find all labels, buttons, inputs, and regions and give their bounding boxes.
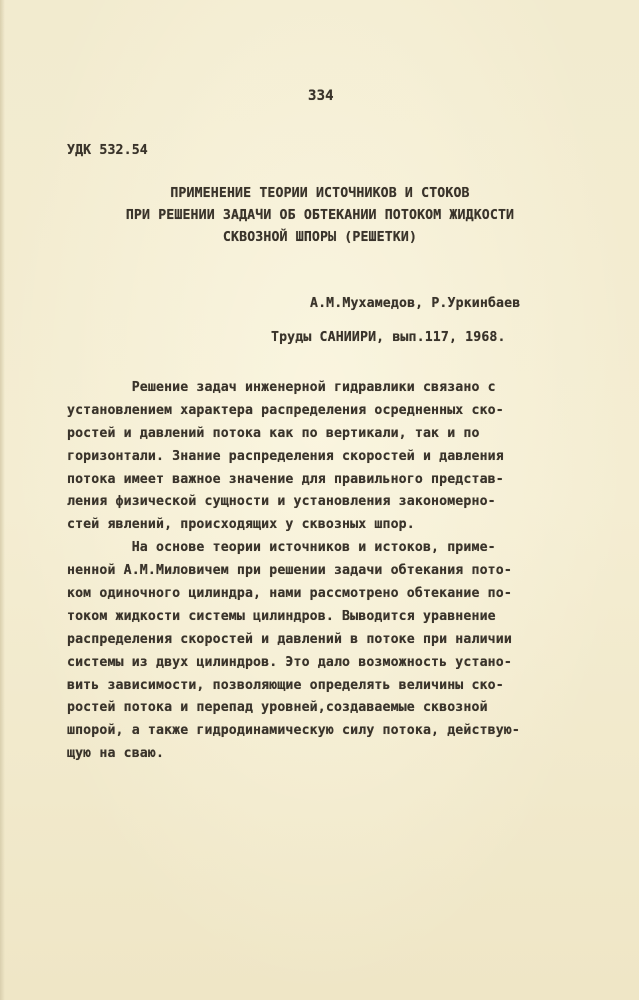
title-line-3: СКВОЗНОЙ ШПОРЫ (РЕШЕТКИ) <box>222 230 418 245</box>
body-line: ком одиночного цилиндра, нами рассмотрено обтекание по- <box>67 586 512 602</box>
authors: А.М.Мухамедов, Р.Уркинбаев <box>310 296 521 311</box>
body-line: током жидкости системы цилиндров. Выводится уравнение <box>67 608 496 624</box>
article-title <box>60 183 580 249</box>
body-line: установлением характера распределения осредненных ско- <box>67 402 504 418</box>
title-line-2: ПРИ РЕШЕНИИ ЗАДАЧИ ОБ ОБТЕКАНИИ ПОТОКОМ ЖИДКОСТИ <box>125 208 515 223</box>
body-line: ления физической сущности и установления закономерно- <box>67 494 496 510</box>
udc-code: УДК 532.54 <box>67 143 148 158</box>
title-line-1: ПРИМЕНЕНИЕ ТЕОРИИ ИСТОЧНИКОВ И СТОКОВ <box>170 186 470 201</box>
body-line: ненной А.М.Миловичем при решении задачи обтекания пото- <box>67 563 512 579</box>
publication-source: Труды САНИИРИ, вып.117, 1968. <box>271 330 506 345</box>
body-line: Решение задач инженерной гидравлики связано с <box>67 380 496 395</box>
body-line: вить зависимости, позволяющие определять величины ско- <box>67 677 504 693</box>
page-number: 334 <box>308 88 334 104</box>
body-line: щую на сваю. <box>67 746 165 762</box>
body-line: стей явлений, происходящих у сквозных шпор. <box>67 517 415 533</box>
body-line: системы из двух цилиндров. Это дало возможность устано- <box>67 654 512 670</box>
body-line: На основе теории источников и истоков, приме- <box>67 540 496 556</box>
body-line: ростей и давлений потока как по вертикали, так и по <box>67 425 480 441</box>
page-edge-shadow <box>0 0 5 1000</box>
body-line: распределения скоростей и давлений в потоке при наличии <box>67 631 512 647</box>
body-line: горизонтали. Знание распределения скоростей и давления <box>67 448 504 464</box>
abstract-body <box>67 377 597 766</box>
body-line: шпорой, а также гидродинамическую силу потока, действую- <box>67 723 521 739</box>
body-line: ростей потока и перепад уровней,создаваемые сквозной <box>67 700 488 716</box>
body-line: потока имеет важное значение для правильного представ- <box>67 471 504 487</box>
